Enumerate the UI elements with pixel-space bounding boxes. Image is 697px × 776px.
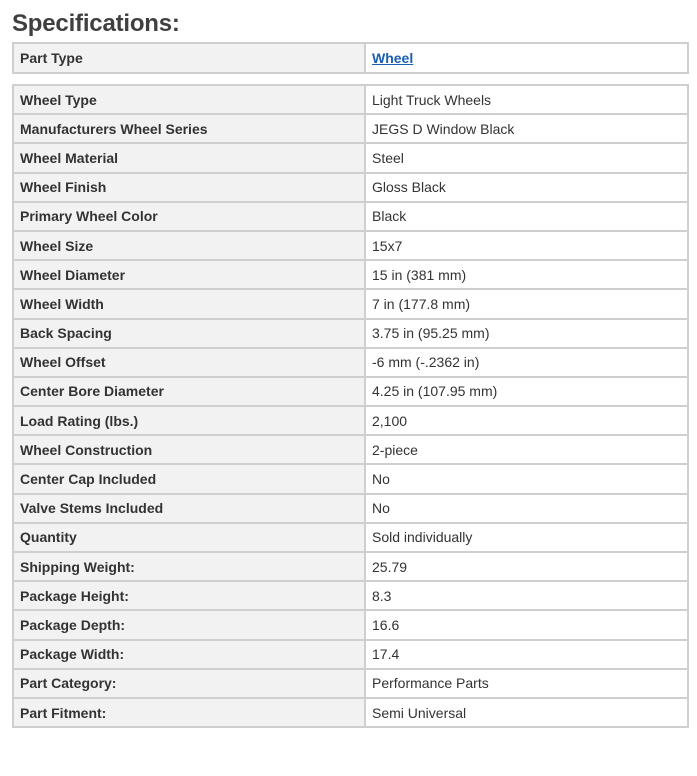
spec-value: 2-piece xyxy=(365,435,688,464)
page-title: Specifications: xyxy=(12,10,180,37)
spec-value: Gloss Black xyxy=(365,173,688,202)
spec-row xyxy=(13,348,688,377)
spec-row xyxy=(13,464,688,493)
spec-label: Wheel Width xyxy=(13,289,365,318)
spec-label: Load Rating (lbs.) xyxy=(13,406,365,435)
spec-row xyxy=(13,610,688,639)
spec-row xyxy=(13,669,688,698)
spec-value: 16.6 xyxy=(365,610,688,639)
spec-label: Shipping Weight: xyxy=(13,552,365,581)
spec-row xyxy=(13,435,688,464)
spec-label: Center Bore Diameter xyxy=(13,377,365,406)
spec-value: 17.4 xyxy=(365,640,688,669)
spec-label: Package Width: xyxy=(13,640,365,669)
spec-row xyxy=(13,494,688,523)
spec-value: JEGS D Window Black xyxy=(365,114,688,143)
spec-row xyxy=(13,143,688,172)
spec-row xyxy=(13,523,688,552)
spec-label: Package Depth: xyxy=(13,610,365,639)
spec-row xyxy=(13,581,688,610)
spec-value: 15 in (381 mm) xyxy=(365,260,688,289)
spec-value: 8.3 xyxy=(365,581,688,610)
spec-row xyxy=(13,173,688,202)
specifications-table xyxy=(12,84,689,728)
spec-value: 2,100 xyxy=(365,406,688,435)
spec-value: 3.75 in (95.25 mm) xyxy=(365,319,688,348)
spec-row xyxy=(13,319,688,348)
spec-label: Back Spacing xyxy=(13,319,365,348)
spec-label: Wheel Size xyxy=(13,231,365,260)
spec-row xyxy=(13,260,688,289)
spec-row xyxy=(13,289,688,318)
spec-value: Sold individually xyxy=(365,523,688,552)
spec-value: 4.25 in (107.95 mm) xyxy=(365,377,688,406)
spec-label: Part Category: xyxy=(13,669,365,698)
spec-label: Quantity xyxy=(13,523,365,552)
spec-value: Light Truck Wheels xyxy=(365,85,688,114)
spec-value: 7 in (177.8 mm) xyxy=(365,289,688,318)
part-type-value-cell xyxy=(365,43,688,73)
spec-value: Semi Universal xyxy=(365,698,688,727)
spec-value: Steel xyxy=(365,143,688,172)
spec-label: Wheel Offset xyxy=(13,348,365,377)
spec-row xyxy=(13,406,688,435)
spec-row xyxy=(13,114,688,143)
spec-label: Wheel Finish xyxy=(13,173,365,202)
part-type-label: Part Type xyxy=(13,43,365,73)
spec-row xyxy=(13,85,688,114)
spec-row xyxy=(13,231,688,260)
spec-label: Wheel Construction xyxy=(13,435,365,464)
spec-row xyxy=(13,202,688,231)
specifications-body xyxy=(13,85,688,727)
spec-value: Performance Parts xyxy=(365,669,688,698)
part-type-row xyxy=(13,43,688,73)
spec-label: Wheel Material xyxy=(13,143,365,172)
part-type-table xyxy=(12,42,689,74)
spec-row xyxy=(13,640,688,669)
spec-label: Primary Wheel Color xyxy=(13,202,365,231)
spec-row xyxy=(13,698,688,727)
spec-label: Manufacturers Wheel Series xyxy=(13,114,365,143)
spec-label: Wheel Type xyxy=(13,85,365,114)
spec-row xyxy=(13,552,688,581)
spec-label: Wheel Diameter xyxy=(13,260,365,289)
spec-label: Part Fitment: xyxy=(13,698,365,727)
spec-value: No xyxy=(365,494,688,523)
spec-value: Black xyxy=(365,202,688,231)
part-type-link[interactable]: Wheel xyxy=(372,50,414,66)
spec-value: No xyxy=(365,464,688,493)
spec-row xyxy=(13,377,688,406)
spec-label: Package Height: xyxy=(13,581,365,610)
spec-value: -6 mm (-.2362 in) xyxy=(365,348,688,377)
spec-label: Valve Stems Included xyxy=(13,494,365,523)
spec-value: 25.79 xyxy=(365,552,688,581)
spec-label: Center Cap Included xyxy=(13,464,365,493)
spec-value: 15x7 xyxy=(365,231,688,260)
